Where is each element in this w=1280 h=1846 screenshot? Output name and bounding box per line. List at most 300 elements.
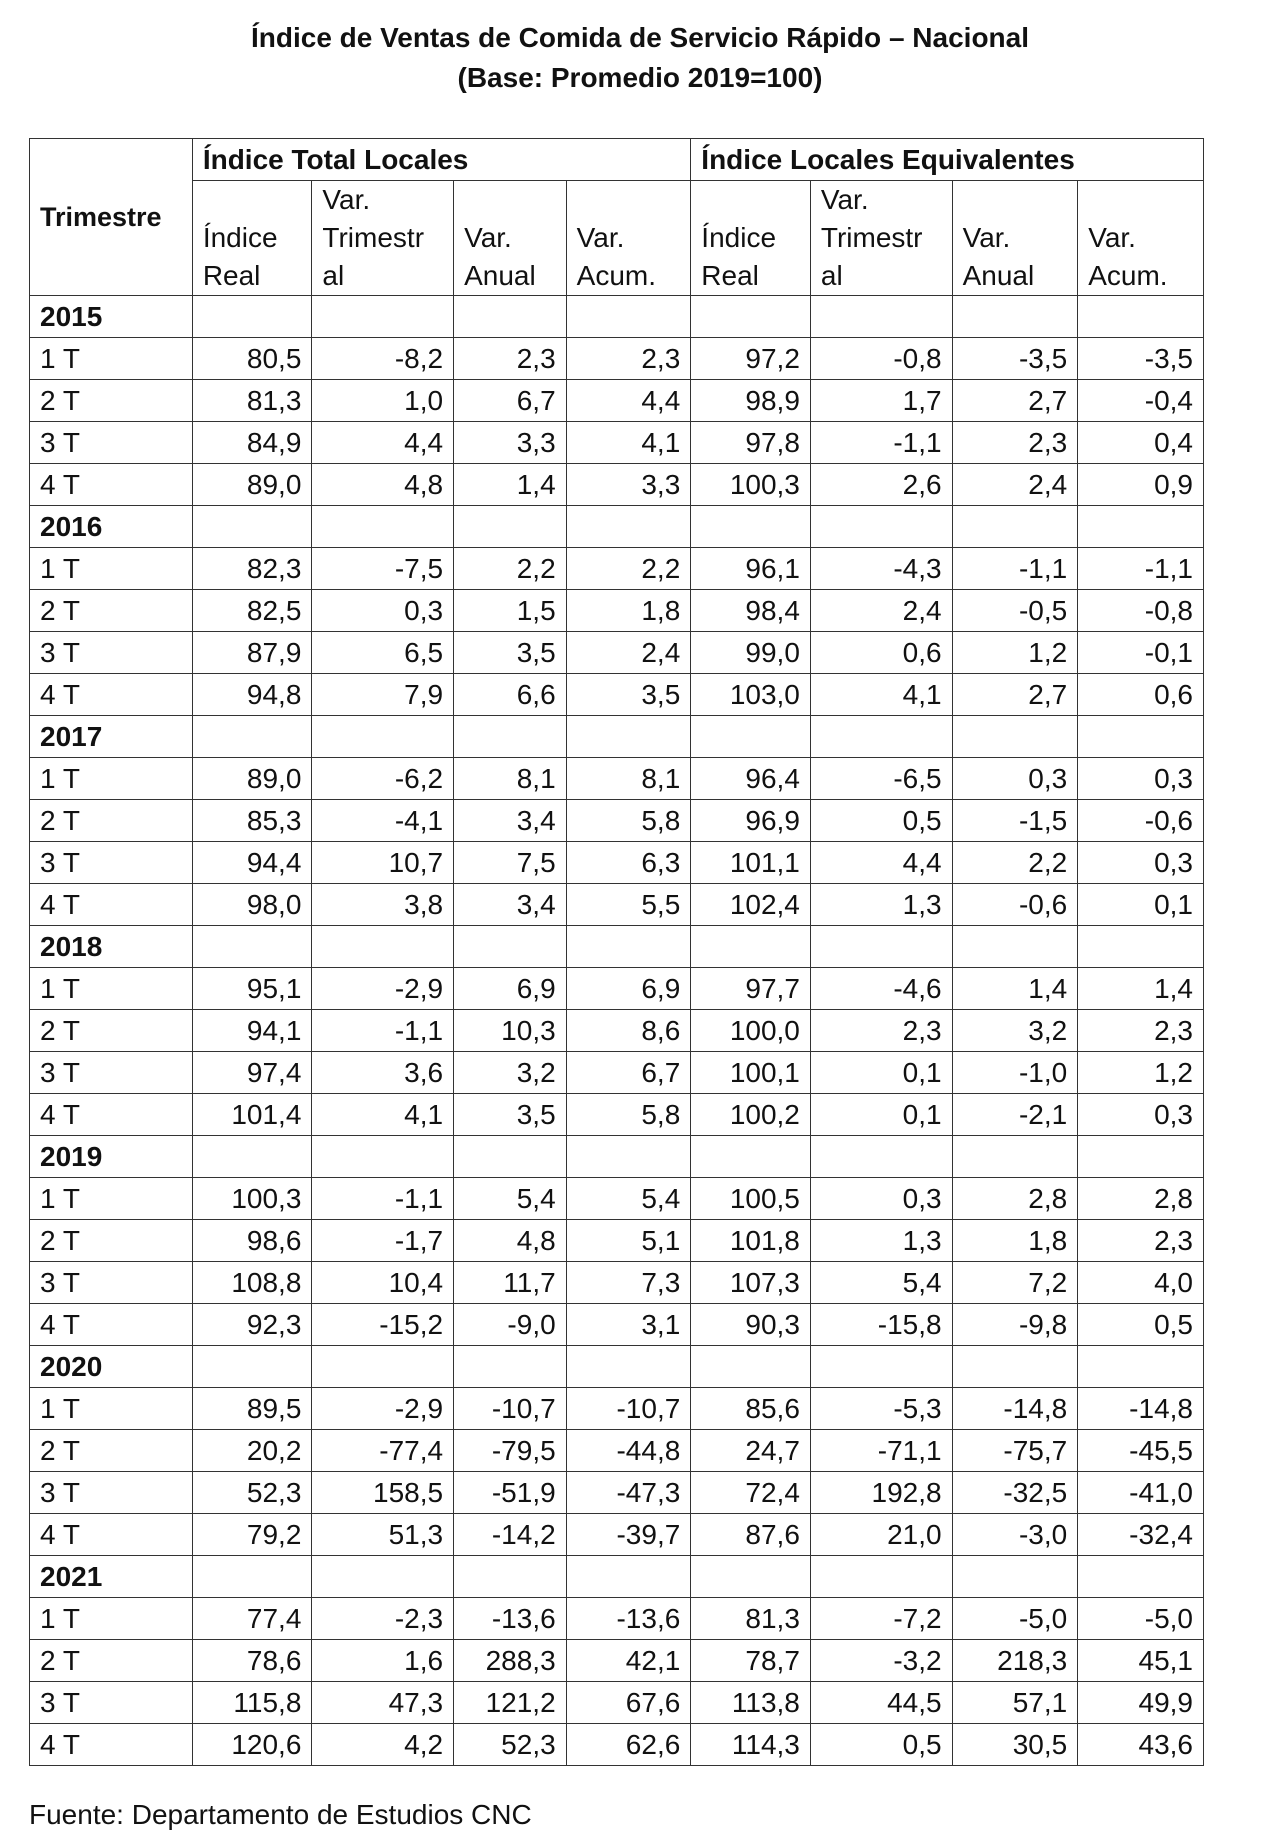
- value-cell: 103,0: [691, 674, 811, 716]
- header-spacer: [203, 181, 302, 219]
- empty-cell: [691, 506, 811, 548]
- value-cell: -1,1: [1078, 548, 1204, 590]
- value-cell: -32,5: [952, 1472, 1078, 1514]
- column-header-equiv-var-anual: [952, 181, 1078, 296]
- year-label: 2019: [30, 1136, 193, 1178]
- quarter-label: 3 T: [30, 1052, 193, 1094]
- empty-cell: [810, 296, 952, 338]
- value-cell: -32,4: [1078, 1514, 1204, 1556]
- value-cell: -1,1: [312, 1178, 454, 1220]
- value-cell: 2,4: [952, 464, 1078, 506]
- column-header-line: Var.: [962, 222, 1011, 253]
- value-cell: 4,1: [312, 1094, 454, 1136]
- table-row: [30, 1598, 1204, 1640]
- value-cell: 99,0: [691, 632, 811, 674]
- empty-cell: [566, 716, 691, 758]
- value-cell: 2,3: [454, 338, 567, 380]
- quarter-label: 2 T: [30, 1010, 193, 1052]
- value-cell: 2,2: [952, 842, 1078, 884]
- value-cell: -15,8: [810, 1304, 952, 1346]
- value-cell: -6,2: [312, 758, 454, 800]
- empty-cell: [1078, 1136, 1204, 1178]
- quarter-label: 3 T: [30, 1262, 193, 1304]
- column-header-total-var-anual: [454, 181, 567, 296]
- value-cell: 4,0: [1078, 1262, 1204, 1304]
- value-cell: -3,0: [952, 1514, 1078, 1556]
- value-cell: -47,3: [566, 1472, 691, 1514]
- empty-cell: [566, 506, 691, 548]
- year-row: [30, 716, 1204, 758]
- value-cell: -0,4: [1078, 380, 1204, 422]
- table-row: [30, 1388, 1204, 1430]
- value-cell: 0,1: [810, 1052, 952, 1094]
- value-cell: 2,6: [810, 464, 952, 506]
- value-cell: 89,0: [192, 758, 312, 800]
- value-cell: 0,3: [810, 1178, 952, 1220]
- year-label: 2016: [30, 506, 193, 548]
- value-cell: 85,3: [192, 800, 312, 842]
- value-cell: 57,1: [952, 1682, 1078, 1724]
- value-cell: 3,2: [454, 1052, 567, 1094]
- year-row: [30, 1136, 1204, 1178]
- table-row: [30, 548, 1204, 590]
- value-cell: 3,5: [566, 674, 691, 716]
- empty-cell: [1078, 296, 1204, 338]
- table-row: [30, 1472, 1204, 1514]
- value-cell: 2,3: [566, 338, 691, 380]
- value-cell: 52,3: [192, 1472, 312, 1514]
- column-header-total-var-trimestral: [312, 181, 454, 296]
- value-cell: 97,4: [192, 1052, 312, 1094]
- value-cell: 3,4: [454, 800, 567, 842]
- value-cell: 78,7: [691, 1640, 811, 1682]
- quarter-label: 4 T: [30, 464, 193, 506]
- value-cell: 4,4: [312, 422, 454, 464]
- year-row: [30, 1556, 1204, 1598]
- value-cell: 158,5: [312, 1472, 454, 1514]
- value-cell: -79,5: [454, 1430, 567, 1472]
- value-cell: 3,5: [454, 1094, 567, 1136]
- quarter-label: 2 T: [30, 380, 193, 422]
- value-cell: -3,5: [952, 338, 1078, 380]
- value-cell: -51,9: [454, 1472, 567, 1514]
- value-cell: 78,6: [192, 1640, 312, 1682]
- value-cell: 3,3: [566, 464, 691, 506]
- value-cell: 2,8: [1078, 1178, 1204, 1220]
- sales-index-table: [29, 138, 1204, 1766]
- value-cell: 4,1: [810, 674, 952, 716]
- value-cell: 98,0: [192, 884, 312, 926]
- empty-cell: [454, 506, 567, 548]
- table-row: [30, 1010, 1204, 1052]
- value-cell: 5,4: [454, 1178, 567, 1220]
- empty-cell: [454, 296, 567, 338]
- empty-cell: [952, 1346, 1078, 1388]
- empty-cell: [1078, 1346, 1204, 1388]
- value-cell: 82,5: [192, 590, 312, 632]
- value-cell: 6,7: [454, 380, 567, 422]
- value-cell: 4,4: [810, 842, 952, 884]
- value-cell: 100,0: [691, 1010, 811, 1052]
- value-cell: 4,8: [312, 464, 454, 506]
- value-cell: 0,9: [1078, 464, 1204, 506]
- column-header-line: Índice: [202, 222, 278, 253]
- value-cell: -4,3: [810, 548, 952, 590]
- value-cell: 30,5: [952, 1724, 1078, 1766]
- value-cell: 2,2: [454, 548, 567, 590]
- value-cell: 43,6: [1078, 1724, 1204, 1766]
- quarter-label: 2 T: [30, 1220, 193, 1262]
- empty-cell: [566, 1136, 691, 1178]
- column-header-equiv-var-acum: [1078, 181, 1204, 296]
- value-cell: 1,2: [952, 632, 1078, 674]
- empty-cell: [1078, 926, 1204, 968]
- value-cell: 2,3: [1078, 1010, 1204, 1052]
- value-cell: -9,8: [952, 1304, 1078, 1346]
- value-cell: 5,1: [566, 1220, 691, 1262]
- value-cell: 3,1: [566, 1304, 691, 1346]
- value-cell: 87,6: [691, 1514, 811, 1556]
- table-row: [30, 1514, 1204, 1556]
- value-cell: 0,1: [810, 1094, 952, 1136]
- empty-cell: [454, 1556, 567, 1598]
- year-row: [30, 506, 1204, 548]
- empty-cell: [192, 716, 312, 758]
- empty-cell: [454, 926, 567, 968]
- value-cell: -1,1: [952, 548, 1078, 590]
- header-spacer: [1088, 181, 1193, 219]
- value-cell: 52,3: [454, 1724, 567, 1766]
- value-cell: -45,5: [1078, 1430, 1204, 1472]
- value-cell: -5,3: [810, 1388, 952, 1430]
- value-cell: 92,3: [192, 1304, 312, 1346]
- value-cell: 24,7: [691, 1430, 811, 1472]
- value-cell: 288,3: [454, 1640, 567, 1682]
- value-cell: 2,7: [952, 674, 1078, 716]
- column-header-total-var-acum: [566, 181, 691, 296]
- column-header-line: Acum.: [576, 260, 657, 291]
- table-row: [30, 800, 1204, 842]
- value-cell: -71,1: [810, 1430, 952, 1472]
- group-header-equivalent: Índice Locales Equivalentes: [691, 139, 1204, 181]
- year-label: 2021: [30, 1556, 193, 1598]
- header-spacer: [577, 181, 681, 219]
- value-cell: 98,4: [691, 590, 811, 632]
- table-row: [30, 590, 1204, 632]
- value-cell: -10,7: [566, 1388, 691, 1430]
- empty-cell: [952, 716, 1078, 758]
- empty-cell: [952, 1136, 1078, 1178]
- table-row: [30, 1052, 1204, 1094]
- value-cell: -8,2: [312, 338, 454, 380]
- value-cell: 100,5: [691, 1178, 811, 1220]
- value-cell: -3,2: [810, 1640, 952, 1682]
- value-cell: 6,9: [454, 968, 567, 1010]
- value-cell: 100,3: [192, 1178, 312, 1220]
- value-cell: 80,5: [192, 338, 312, 380]
- value-cell: -0,6: [1078, 800, 1204, 842]
- value-cell: 8,1: [454, 758, 567, 800]
- quarter-label: 3 T: [30, 422, 193, 464]
- value-cell: 42,1: [566, 1640, 691, 1682]
- table-row: [30, 1304, 1204, 1346]
- value-cell: -1,1: [810, 422, 952, 464]
- value-cell: 82,3: [192, 548, 312, 590]
- quarter-label: 3 T: [30, 842, 193, 884]
- value-cell: 2,3: [952, 422, 1078, 464]
- value-cell: -0,6: [952, 884, 1078, 926]
- column-header-line: al: [820, 260, 843, 291]
- source-note: Fuente: Departamento de Estudios CNC: [29, 1799, 532, 1830]
- table-row: [30, 380, 1204, 422]
- empty-cell: [192, 296, 312, 338]
- value-cell: -4,1: [312, 800, 454, 842]
- value-cell: -14,8: [952, 1388, 1078, 1430]
- value-cell: 3,5: [454, 632, 567, 674]
- value-cell: 96,4: [691, 758, 811, 800]
- empty-cell: [691, 1346, 811, 1388]
- empty-cell: [691, 1556, 811, 1598]
- value-cell: 90,3: [691, 1304, 811, 1346]
- value-cell: -13,6: [454, 1598, 567, 1640]
- value-cell: -2,9: [312, 968, 454, 1010]
- value-cell: 1,7: [810, 380, 952, 422]
- empty-cell: [566, 1556, 691, 1598]
- value-cell: 81,3: [691, 1598, 811, 1640]
- quarter-label: 1 T: [30, 338, 193, 380]
- empty-cell: [810, 926, 952, 968]
- empty-cell: [192, 1556, 312, 1598]
- value-cell: 0,3: [312, 590, 454, 632]
- column-header-line: Var.: [322, 184, 371, 215]
- year-row: [30, 1346, 1204, 1388]
- value-cell: 94,1: [192, 1010, 312, 1052]
- empty-cell: [691, 926, 811, 968]
- value-cell: 6,3: [566, 842, 691, 884]
- empty-cell: [312, 716, 454, 758]
- value-cell: -7,5: [312, 548, 454, 590]
- value-cell: -14,2: [454, 1514, 567, 1556]
- value-cell: 67,6: [566, 1682, 691, 1724]
- table-row: [30, 1178, 1204, 1220]
- value-cell: -15,2: [312, 1304, 454, 1346]
- empty-cell: [192, 1136, 312, 1178]
- empty-cell: [1078, 1556, 1204, 1598]
- value-cell: 7,2: [952, 1262, 1078, 1304]
- year-label: 2020: [30, 1346, 193, 1388]
- empty-cell: [454, 716, 567, 758]
- value-cell: 0,5: [810, 1724, 952, 1766]
- value-cell: -10,7: [454, 1388, 567, 1430]
- empty-cell: [312, 926, 454, 968]
- value-cell: 1,8: [952, 1220, 1078, 1262]
- column-header-total-indice-real: [192, 181, 312, 296]
- value-cell: 1,2: [1078, 1052, 1204, 1094]
- value-cell: 100,1: [691, 1052, 811, 1094]
- value-cell: 100,2: [691, 1094, 811, 1136]
- quarter-label: 1 T: [30, 1598, 193, 1640]
- value-cell: 44,5: [810, 1682, 952, 1724]
- empty-cell: [1078, 716, 1204, 758]
- value-cell: 0,3: [1078, 842, 1204, 884]
- value-cell: 72,4: [691, 1472, 811, 1514]
- table-row: [30, 1682, 1204, 1724]
- column-header-line: Anual: [464, 260, 536, 291]
- title-line-1: Índice de Ventas de Comida de Servicio Rápido – Nacional: [250, 22, 1029, 53]
- quarter-label: 1 T: [30, 1178, 193, 1220]
- value-cell: 0,6: [810, 632, 952, 674]
- value-cell: 97,8: [691, 422, 811, 464]
- empty-cell: [691, 716, 811, 758]
- quarter-label: 4 T: [30, 884, 193, 926]
- value-cell: -1,1: [312, 1010, 454, 1052]
- year-label: 2018: [30, 926, 193, 968]
- table-row: [30, 1262, 1204, 1304]
- table-row: [30, 1724, 1204, 1766]
- value-cell: -44,8: [566, 1430, 691, 1472]
- value-cell: 4,8: [454, 1220, 567, 1262]
- value-cell: 5,4: [810, 1262, 952, 1304]
- empty-cell: [312, 506, 454, 548]
- table-row: [30, 1640, 1204, 1682]
- value-cell: 6,9: [566, 968, 691, 1010]
- value-cell: 81,3: [192, 380, 312, 422]
- empty-cell: [810, 506, 952, 548]
- value-cell: 2,4: [810, 590, 952, 632]
- empty-cell: [192, 1346, 312, 1388]
- empty-cell: [312, 296, 454, 338]
- value-cell: 4,1: [566, 422, 691, 464]
- value-cell: 1,3: [810, 1220, 952, 1262]
- value-cell: 3,3: [454, 422, 567, 464]
- table-row: [30, 758, 1204, 800]
- quarter-label: 3 T: [30, 1682, 193, 1724]
- value-cell: -1,5: [952, 800, 1078, 842]
- column-header-line: Anual: [962, 260, 1035, 291]
- column-header-equiv-var-trimestral: [810, 181, 952, 296]
- value-cell: 115,8: [192, 1682, 312, 1724]
- quarter-label: 2 T: [30, 1430, 193, 1472]
- value-cell: -14,8: [1078, 1388, 1204, 1430]
- year-row: [30, 296, 1204, 338]
- column-header-line: Var.: [820, 184, 869, 215]
- value-cell: -39,7: [566, 1514, 691, 1556]
- value-cell: 8,1: [566, 758, 691, 800]
- quarter-label: 3 T: [30, 1472, 193, 1514]
- empty-cell: [691, 1136, 811, 1178]
- table-row: [30, 338, 1204, 380]
- value-cell: 1,3: [810, 884, 952, 926]
- table-row: [30, 1220, 1204, 1262]
- value-cell: -0,1: [1078, 632, 1204, 674]
- empty-cell: [454, 1346, 567, 1388]
- empty-cell: [810, 1346, 952, 1388]
- value-cell: 7,5: [454, 842, 567, 884]
- value-cell: 96,1: [691, 548, 811, 590]
- value-cell: 5,4: [566, 1178, 691, 1220]
- empty-cell: [454, 1136, 567, 1178]
- value-cell: 47,3: [312, 1682, 454, 1724]
- quarter-label: 2 T: [30, 800, 193, 842]
- column-header-line: Real: [701, 260, 759, 291]
- column-header-line: al: [322, 260, 345, 291]
- value-cell: 101,8: [691, 1220, 811, 1262]
- quarter-label: 3 T: [30, 632, 193, 674]
- empty-cell: [566, 296, 691, 338]
- quarter-label: 2 T: [30, 1640, 193, 1682]
- value-cell: 100,3: [691, 464, 811, 506]
- quarter-label: 4 T: [30, 1304, 193, 1346]
- year-row: [30, 926, 1204, 968]
- value-cell: 2,4: [566, 632, 691, 674]
- value-cell: 10,7: [312, 842, 454, 884]
- table-row: [30, 968, 1204, 1010]
- empty-cell: [1078, 506, 1204, 548]
- value-cell: 2,3: [1078, 1220, 1204, 1262]
- value-cell: -5,0: [1078, 1598, 1204, 1640]
- value-cell: 107,3: [691, 1262, 811, 1304]
- empty-cell: [952, 926, 1078, 968]
- year-label: 2017: [30, 716, 193, 758]
- value-cell: -75,7: [952, 1430, 1078, 1472]
- value-cell: 97,2: [691, 338, 811, 380]
- table-row: [30, 842, 1204, 884]
- value-cell: -0,8: [810, 338, 952, 380]
- value-cell: 101,1: [691, 842, 811, 884]
- empty-cell: [566, 1346, 691, 1388]
- value-cell: -9,0: [454, 1304, 567, 1346]
- value-cell: -41,0: [1078, 1472, 1204, 1514]
- value-cell: 87,9: [192, 632, 312, 674]
- value-cell: 108,8: [192, 1262, 312, 1304]
- empty-cell: [952, 296, 1078, 338]
- value-cell: 5,8: [566, 1094, 691, 1136]
- value-cell: 8,6: [566, 1010, 691, 1052]
- value-cell: -1,7: [312, 1220, 454, 1262]
- value-cell: -5,0: [952, 1598, 1078, 1640]
- quarter-label: 4 T: [30, 1094, 193, 1136]
- value-cell: 6,5: [312, 632, 454, 674]
- value-cell: 98,9: [691, 380, 811, 422]
- value-cell: 0,1: [1078, 884, 1204, 926]
- value-cell: 96,9: [691, 800, 811, 842]
- value-cell: 114,3: [691, 1724, 811, 1766]
- quarter-label: 1 T: [30, 548, 193, 590]
- value-cell: -2,9: [312, 1388, 454, 1430]
- value-cell: 0,3: [952, 758, 1078, 800]
- value-cell: 20,2: [192, 1430, 312, 1472]
- empty-cell: [192, 506, 312, 548]
- value-cell: 5,8: [566, 800, 691, 842]
- table-body: [30, 296, 1204, 1766]
- column-header-line: Acum.: [1088, 260, 1168, 291]
- quarter-label: 2 T: [30, 590, 193, 632]
- value-cell: 4,2: [312, 1724, 454, 1766]
- value-cell: 84,9: [192, 422, 312, 464]
- value-cell: 121,2: [454, 1682, 567, 1724]
- quarter-label: 4 T: [30, 674, 193, 716]
- value-cell: -2,1: [952, 1094, 1078, 1136]
- value-cell: 98,6: [192, 1220, 312, 1262]
- value-cell: -2,3: [312, 1598, 454, 1640]
- table-row: [30, 464, 1204, 506]
- header-spacer: [963, 181, 1068, 219]
- value-cell: 1,4: [1078, 968, 1204, 1010]
- value-cell: 3,2: [952, 1010, 1078, 1052]
- table-row: [30, 1430, 1204, 1472]
- title-line-2: (Base: Promedio 2019=100): [457, 62, 823, 93]
- value-cell: 5,5: [566, 884, 691, 926]
